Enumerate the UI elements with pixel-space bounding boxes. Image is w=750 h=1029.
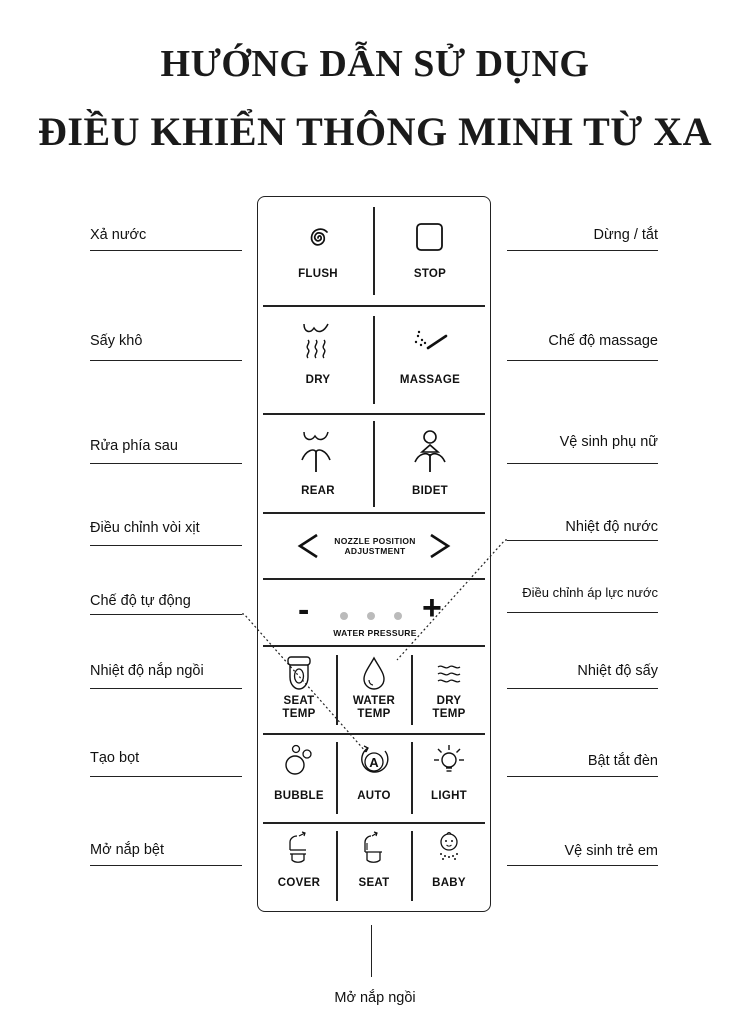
water-pressure-label: WATER PRESSURE (333, 628, 417, 638)
label-rear: Rửa phía sau (90, 438, 178, 454)
bubble-label: BUBBLE (274, 790, 324, 802)
flush-label: FLUSH (298, 268, 338, 280)
baby-label: BABY (432, 877, 466, 889)
label-massage: Chế độ massage (548, 333, 658, 349)
bidet-label: BIDET (412, 485, 448, 497)
label-auto: Chế độ tự động (90, 593, 191, 609)
massage-label: MASSAGE (399, 374, 461, 386)
cover-open-icon (283, 830, 315, 866)
auto-label: AUTO (357, 790, 391, 802)
label-light: Bật tắt đèn (587, 753, 658, 769)
nozzle-right-arrow-icon[interactable] (428, 532, 452, 560)
bidet-woman-icon (410, 428, 450, 476)
seat-icon (284, 655, 314, 691)
label-bubble: Tạo bọt (90, 750, 140, 766)
pressure-level-dots (340, 612, 402, 620)
nozzle-adjustment-label (320, 536, 430, 556)
stop-button[interactable] (380, 220, 480, 281)
light-button[interactable] (413, 742, 485, 803)
pressure-minus-button[interactable]: - (298, 591, 310, 629)
seat-temp-line-1: SEAT (283, 695, 315, 707)
seat-label: SEAT (358, 877, 390, 889)
pressure-dot (340, 612, 348, 620)
baby-face-icon (433, 830, 465, 866)
nozzle-left-arrow-icon[interactable] (296, 532, 320, 560)
divider (263, 645, 485, 647)
nozzle-label-line-1: NOZZLE POSITION (334, 536, 416, 546)
air-waves-icon (434, 655, 464, 691)
dry-button[interactable] (268, 322, 368, 387)
dry-heat-icon (300, 322, 336, 364)
svg-text:A: A (369, 755, 379, 770)
title-line-2: ĐIỀU KHIỂN THÔNG MINH TỪ XA (38, 109, 712, 154)
auto-mode-icon (356, 742, 392, 778)
cover-label: COVER (277, 877, 321, 889)
divider (373, 316, 375, 404)
water-temp-label (353, 695, 395, 721)
massage-nozzle-icon (408, 322, 452, 364)
dry-temp-line-1: DRY (436, 695, 462, 707)
divider (263, 512, 485, 514)
bubbles-icon (282, 742, 316, 778)
leader-line-seat-open (371, 925, 372, 977)
label-bidet: Vệ sinh phụ nữ (559, 434, 658, 450)
dry-temp-button[interactable] (413, 655, 485, 721)
seat-temp-button[interactable] (264, 655, 334, 721)
divider (263, 822, 485, 824)
seat-temp-line-2: TEMP (282, 708, 316, 720)
divider (373, 421, 375, 507)
cover-button[interactable] (264, 830, 334, 890)
label-cover: Mở nắp bệt (90, 842, 164, 858)
dry-temp-line-2: TEMP (432, 708, 466, 720)
divider (263, 578, 485, 580)
rear-button[interactable] (268, 428, 368, 498)
label-pressure: Điều chỉnh áp lực nước (522, 585, 658, 600)
pressure-plus-button[interactable]: + (422, 589, 442, 627)
light-bulb-icon (431, 742, 467, 778)
baby-button[interactable] (413, 830, 485, 890)
title-line-1: HƯỚNG DẪN SỬ DỤNG (160, 43, 590, 85)
water-temp-line-2: TEMP (357, 708, 391, 720)
rear-label: REAR (301, 485, 335, 497)
label-flush: Xả nước (90, 227, 147, 243)
nozzle-label-line-2: ADJUSTMENT (344, 546, 406, 556)
pressure-dot (394, 612, 402, 620)
water-drop-icon (359, 655, 389, 691)
label-dry: Sấy khô (90, 333, 143, 349)
seat-open-icon (358, 830, 390, 866)
divider (373, 207, 375, 295)
label-seat-open: Mở nắp ngồi (334, 990, 416, 1006)
dry-label: DRY (305, 374, 331, 386)
light-label: LIGHT (431, 790, 467, 802)
bubble-button[interactable] (264, 742, 334, 803)
dry-temp-label (432, 695, 465, 721)
flush-button[interactable] (268, 220, 368, 281)
seat-temp-label (282, 695, 315, 721)
divider (263, 413, 485, 415)
divider (263, 305, 485, 307)
label-stop: Dừng / tắt (593, 227, 658, 243)
bidet-button[interactable] (380, 428, 480, 498)
square-stop-icon (414, 220, 446, 254)
auto-button[interactable] (338, 742, 410, 803)
label-seat-temp: Nhiệt độ nắp ngồi (90, 663, 204, 679)
seat-open-button[interactable] (338, 830, 410, 890)
massage-button[interactable] (380, 322, 480, 387)
water-temp-button[interactable] (338, 655, 410, 721)
stop-label: STOP (413, 268, 447, 280)
water-temp-line-1: WATER (352, 695, 396, 707)
swirl-icon (302, 220, 334, 254)
label-dry-temp: Nhiệt độ sấy (577, 663, 658, 679)
label-nozzle: Điều chỉnh vòi xịt (90, 520, 200, 536)
pressure-dot (367, 612, 375, 620)
label-water-temp: Nhiệt độ nước (565, 519, 658, 535)
label-baby: Vệ sinh trẻ em (564, 843, 658, 859)
divider (263, 733, 485, 735)
rear-wash-icon (298, 428, 338, 476)
